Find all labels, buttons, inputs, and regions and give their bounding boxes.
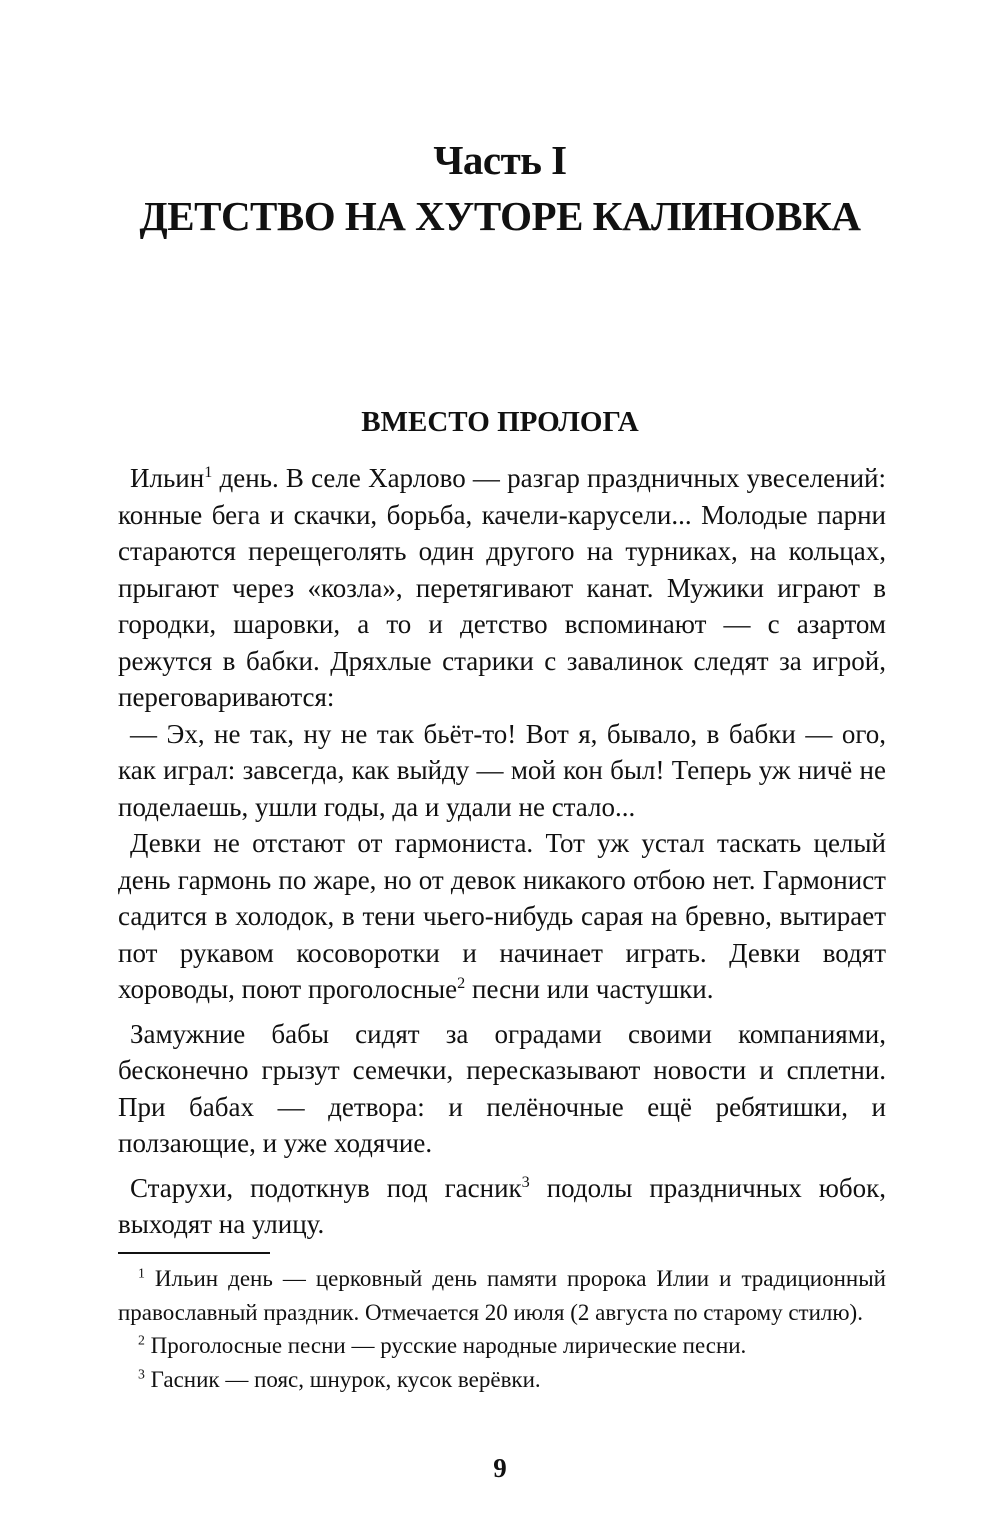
paragraph-4: Замужние бабы сидят за оградами своими компаниями, бесконечно грызут семечки, пересказывают новости и сплетни. При бабах — детвора: и пелёночные ещё ребятишки, и ползающие, и уже ходячие.	[118, 1018, 886, 1158]
footnotes	[118, 1262, 886, 1396]
footnote-ref-3: 3	[521, 1172, 530, 1191]
section-title: ВМЕСТО ПРОЛОГА	[361, 406, 639, 438]
footnote-1: $^1$ Ильин день — церковный день памяти пророка Илии и традиционный православный праздник. Отмечается 20 июля (2 августа по старому стилю).	[118, 1265, 886, 1325]
footnote-ref-2: 2	[457, 974, 466, 992]
paragraph-5: Старухи, подоткнув под гасник$^3$ подолы праздничных юбок, выходят на улицу.	[118, 1172, 887, 1239]
page-number: 9	[493, 1453, 507, 1483]
body-text	[118, 460, 886, 1243]
part-heading	[0, 132, 1000, 244]
paragraph-2: — Эх, не так, ну не так бьёт-то! Вот я, бывало, в бабки — ого, как играл: завсегда, как выйду — мой кон был! Теперь уж ничё не поделаешь, ушли годы, да и удали не стало...	[118, 718, 886, 822]
paragraph-1: Ильин$^1$ день. В селе Харлово — разгар праздничных увеселений: конные бега и скачки, борьба, качели-карусели... Молодые парни стараются перещеголять один другого на турниках, на кольцах, прыгают через «козла», перетягивают канат. Мужики играют в городки, шаровки, а то и детство вспоминают — с азартом режутся в бабки. Дряхлые старики с завалинок следят за игрой, переговариваются:	[118, 463, 886, 712]
part-number: Часть I	[433, 137, 567, 183]
paragraph-3: Девки не отстают от гармониста. Тот уж устал таскать целый день гармонь по жаре, но от девок никакого отбою нет. Гармонист садится в холодок, в тени чьего-нибудь сарая на бревно, вытирает пот рукавом косоворотки и начинает играть. Девки водят хороводы, поют проголосные$^2$ песни или частушки.	[118, 828, 886, 1004]
footnote-divider	[118, 1252, 270, 1254]
footnote-2: $^2$ Проголосные песни — русские народные лирические песни.	[138, 1332, 747, 1358]
footnote-ref-1: 1	[204, 463, 213, 481]
part-title: ДЕТСТВО НА ХУТОРЕ КАЛИНОВКА	[139, 193, 861, 239]
footnote-3: $^3$ Гасник — пояс, шнурок, кусок верёвки.	[138, 1365, 541, 1392]
